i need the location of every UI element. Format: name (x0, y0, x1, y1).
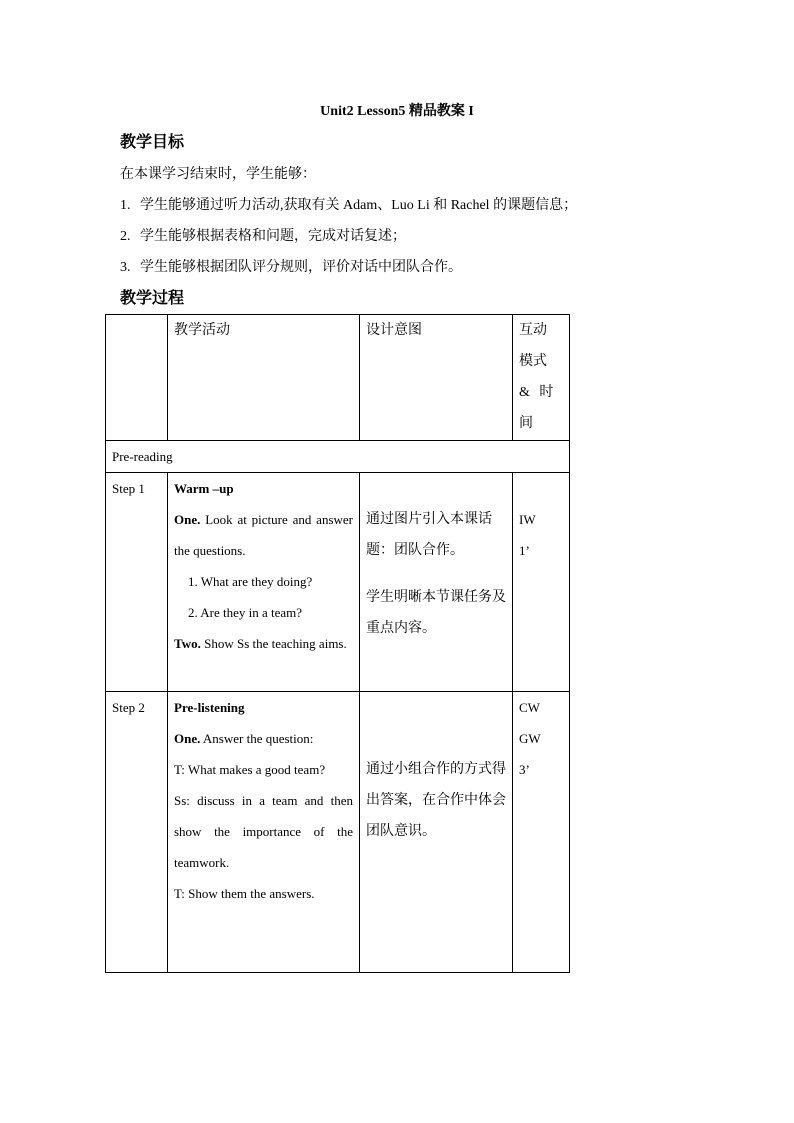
activity-cell (168, 473, 360, 692)
objective-number: 1. (120, 198, 131, 213)
mode-value: GW (519, 731, 541, 746)
objective-text: 学生能够通过听力活动,获取有关 Adam、Luo Li 和 Rachel 的课题信息； (140, 198, 578, 213)
table-header-row (106, 315, 570, 441)
activity-paragraph (174, 723, 353, 754)
lesson-plan-table (105, 314, 570, 973)
page-title: Unit2 Lesson5 精品教案 I (320, 104, 474, 119)
dialogue-line: T: Show them the answers. (174, 886, 315, 901)
objective-text: 学生能够根据团队评分规则，评价对话中团队合作。 (140, 260, 462, 275)
header-step-cell (106, 315, 168, 441)
step-label: Step 1 (106, 473, 168, 692)
question-item: 1. What are they doing? (188, 574, 313, 589)
header-mode-line: 间 (519, 416, 533, 431)
section-row (106, 441, 570, 473)
intent-cell (360, 473, 513, 692)
question-item: 2. Are they in a team? (188, 605, 303, 620)
dialogue-line: T: What makes a good team? (174, 762, 326, 777)
step-label: Step 2 (106, 692, 168, 973)
objectives-heading: 教学目标 (120, 134, 185, 151)
dialogue-line: Ss: discuss in a team and then show the importance of the teamwork. (174, 793, 353, 870)
header-mode-time (513, 315, 570, 441)
paragraph-text: Answer the question: (200, 731, 314, 746)
header-mode-line: 互动 (519, 323, 547, 338)
objective-number: 3. (120, 260, 131, 275)
intent-text: 通过图片引入本课话题：团队合作。 (366, 512, 492, 558)
paragraph-lead: One. (174, 512, 201, 527)
activity-title: Pre-listening (174, 700, 245, 715)
mode-value: IW (519, 512, 536, 527)
intent-cell (360, 692, 513, 973)
header-mode-line: 模式 (519, 354, 547, 369)
mode-cell (513, 473, 570, 692)
activity-paragraph (174, 504, 353, 566)
mode-cell (513, 692, 570, 973)
header-activity: 教学活动 (168, 315, 360, 441)
objective-text: 学生能够根据表格和问题，完成对话复述； (140, 229, 406, 244)
mode-value: CW (519, 700, 540, 715)
table-row (106, 473, 570, 692)
mode-value: 3’ (519, 762, 530, 777)
paragraph-lead: One. (174, 731, 201, 746)
spacer (366, 566, 506, 582)
section-label: Pre-reading (106, 441, 570, 473)
mode-value: 1’ (519, 543, 530, 558)
objective-item (120, 195, 577, 217)
objective-number: 2. (120, 229, 131, 244)
activity-paragraph (174, 628, 353, 659)
objectives-intro: 在本课学习结束时，学生能够： (120, 167, 316, 182)
intent-text: 学生明晰本节课任务及重点内容。 (366, 590, 506, 636)
paragraph-text: Look at picture and answer the questions. (174, 512, 353, 558)
paragraph-text: Show Ss the teaching aims. (200, 636, 347, 651)
paragraph-lead: Two. (174, 636, 201, 651)
intent-text: 通过小组合作的方式得出答案，在合作中体会团队意识。 (366, 762, 506, 839)
objective-item (120, 226, 406, 248)
activity-cell (168, 692, 360, 973)
process-heading: 教学过程 (120, 290, 185, 307)
objective-item (120, 257, 462, 279)
table-row (106, 692, 570, 973)
header-mode-line: & 时 (519, 385, 554, 400)
activity-title: Warm –up (174, 481, 234, 496)
header-intent: 设计意图 (360, 315, 513, 441)
